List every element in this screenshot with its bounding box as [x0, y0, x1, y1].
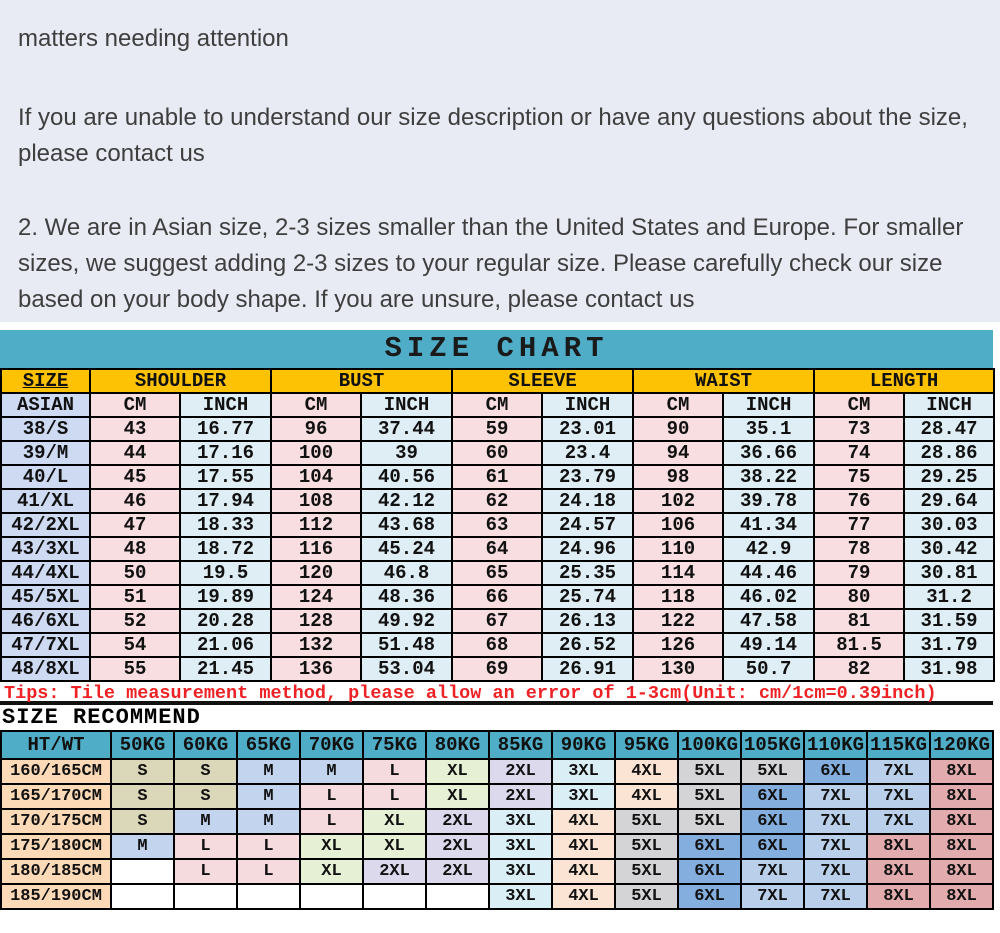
recommended-size-cell: 3XL [489, 884, 552, 909]
measurement-cell: 114 [633, 561, 723, 585]
size-chart-row [1, 657, 994, 681]
size-chart-row [1, 513, 994, 537]
size-chart-unit-cell: INCH [542, 393, 633, 417]
recommended-size-cell: XL [363, 809, 426, 834]
recommend-row [1, 834, 993, 859]
weight-header-cell: 85KG [489, 731, 552, 759]
measurement-cell: 18.33 [180, 513, 271, 537]
recommended-size-cell: 7XL [804, 784, 867, 809]
recommended-size-cell: 7XL [804, 809, 867, 834]
recommended-size-cell [426, 884, 489, 909]
recommended-size-cell [237, 884, 300, 909]
measurement-cell: 42.9 [723, 537, 814, 561]
recommend-row [1, 884, 993, 909]
measurement-cell: 82 [814, 657, 904, 681]
measurement-cell: 102 [633, 489, 723, 513]
recommended-size-cell: 6XL [678, 834, 741, 859]
recommended-size-cell: M [300, 759, 363, 784]
measurement-cell: 67 [452, 609, 542, 633]
measurement-cell: 24.18 [542, 489, 633, 513]
measurement-cell: 124 [271, 585, 361, 609]
measurement-cell: 17.55 [180, 465, 271, 489]
measurement-cell: 116 [271, 537, 361, 561]
recommend-row [1, 784, 993, 809]
measurement-cell: 51.48 [361, 633, 452, 657]
measurement-cell: 64 [452, 537, 542, 561]
size-label-cell: 41/XL [1, 489, 90, 513]
weight-header-cell: 80KG [426, 731, 489, 759]
measurement-cell: 53.04 [361, 657, 452, 681]
size-label-cell: 46/6XL [1, 609, 90, 633]
measurement-cell: 66 [452, 585, 542, 609]
measurement-cell: 47.58 [723, 609, 814, 633]
recommended-size-cell: 6XL [741, 834, 804, 859]
measurement-cell: 46 [90, 489, 180, 513]
measurement-cell: 44 [90, 441, 180, 465]
recommended-size-cell [174, 884, 237, 909]
measurement-cell: 52 [90, 609, 180, 633]
weight-header-cell: 100KG [678, 731, 741, 759]
size-label-cell: 38/S [1, 417, 90, 441]
recommended-size-cell: 5XL [615, 834, 678, 859]
measurement-cell: 19.5 [180, 561, 271, 585]
measurement-cell: 29.64 [904, 489, 994, 513]
measurement-cell: 30.81 [904, 561, 994, 585]
measurement-cell: 49.92 [361, 609, 452, 633]
recommended-size-cell: 7XL [804, 834, 867, 859]
size-chart-header-row [1, 369, 994, 393]
recommended-size-cell: 4XL [615, 759, 678, 784]
weight-header-cell: 50KG [111, 731, 174, 759]
recommended-size-cell: 5XL [678, 759, 741, 784]
measurement-cell: 100 [271, 441, 361, 465]
size-label-cell: 45/5XL [1, 585, 90, 609]
measurement-cell: 26.52 [542, 633, 633, 657]
size-chart-row [1, 417, 994, 441]
measurement-cell: 77 [814, 513, 904, 537]
size-chart-unit-cell: CM [452, 393, 542, 417]
measurement-cell: 118 [633, 585, 723, 609]
recommended-size-cell: 7XL [867, 809, 930, 834]
height-label-cell: 165/170CM [1, 784, 111, 809]
recommended-size-cell: 7XL [804, 859, 867, 884]
measurement-cell: 106 [633, 513, 723, 537]
size-recommend-heading: SIZE RECOMMEND [2, 705, 201, 730]
recommended-size-cell: 5XL [741, 759, 804, 784]
size-chart-panel [0, 322, 1000, 933]
recommended-size-cell: L [237, 859, 300, 884]
recommended-size-cell: 8XL [930, 759, 993, 784]
measurement-cell: 31.59 [904, 609, 994, 633]
measurement-cell: 31.2 [904, 585, 994, 609]
recommended-size-cell: 2XL [426, 859, 489, 884]
recommended-size-cell: L [174, 834, 237, 859]
size-label-cell: 40/L [1, 465, 90, 489]
measurement-cell: 65 [452, 561, 542, 585]
measurement-cell: 110 [633, 537, 723, 561]
measurement-cell: 45 [90, 465, 180, 489]
recommended-size-cell: 4XL [552, 884, 615, 909]
measurement-cell: 30.42 [904, 537, 994, 561]
size-chart-group-header: SIZE [1, 369, 90, 393]
measurement-cell: 42.12 [361, 489, 452, 513]
recommended-size-cell: M [111, 834, 174, 859]
recommended-size-cell: M [174, 809, 237, 834]
size-chart-unit-cell: CM [271, 393, 361, 417]
measurement-cell: 30.03 [904, 513, 994, 537]
recommended-size-cell: 6XL [678, 859, 741, 884]
recommended-size-cell: 2XL [426, 834, 489, 859]
size-chart-row [1, 561, 994, 585]
height-label-cell: 185/190CM [1, 884, 111, 909]
measurement-cell: 90 [633, 417, 723, 441]
measurement-cell: 96 [271, 417, 361, 441]
recommended-size-cell: S [111, 784, 174, 809]
weight-header-cell: 120KG [930, 731, 993, 759]
recommended-size-cell: S [111, 809, 174, 834]
recommended-size-cell: 4XL [552, 809, 615, 834]
measurement-cell: 55 [90, 657, 180, 681]
recommended-size-cell: 5XL [615, 859, 678, 884]
measurement-cell: 20.28 [180, 609, 271, 633]
measurement-cell: 130 [633, 657, 723, 681]
measurement-cell: 37.44 [361, 417, 452, 441]
recommended-size-cell: L [300, 784, 363, 809]
measurement-cell: 23.4 [542, 441, 633, 465]
intro-paragraph-contact: If you are unable to understand our size description or have any questions about the size, please contact us [18, 104, 968, 167]
size-chart-unit-cell: INCH [180, 393, 271, 417]
weight-header-cell: 75KG [363, 731, 426, 759]
measurement-cell: 43 [90, 417, 180, 441]
measurement-cell: 39 [361, 441, 452, 465]
measurement-cell: 73 [814, 417, 904, 441]
recommended-size-cell: 8XL [930, 834, 993, 859]
measurement-cell: 17.16 [180, 441, 271, 465]
measurement-cell: 24.96 [542, 537, 633, 561]
recommended-size-cell: 8XL [867, 834, 930, 859]
tips-note: Tips: Tile measurement method, please allow an error of 1-3cm(Unit: cm/1cm=0.39inch) [0, 682, 993, 705]
recommended-size-cell: 3XL [489, 809, 552, 834]
intro-paragraph-asian-size: 2. We are in Asian size, 2-3 sizes smaller than the United States and Europe. For smaller sizes, we suggest adding 2-3 sizes to your regular size. Please carefully check our size based on your body shape. If you are unsure, please contact us [18, 214, 964, 313]
height-label-cell: 170/175CM [1, 809, 111, 834]
recommended-size-cell: 8XL [930, 859, 993, 884]
size-chart-group-header: LENGTH [814, 369, 994, 393]
measurement-cell: 41.34 [723, 513, 814, 537]
measurement-cell: 126 [633, 633, 723, 657]
recommended-size-cell: 8XL [867, 859, 930, 884]
height-label-cell: 160/165CM [1, 759, 111, 784]
recommend-row [1, 759, 993, 784]
weight-header-cell: 65KG [237, 731, 300, 759]
measurement-cell: 16.77 [180, 417, 271, 441]
recommended-size-cell: L [237, 834, 300, 859]
measurement-cell: 36.66 [723, 441, 814, 465]
size-chart-row [1, 633, 994, 657]
measurement-cell: 48.36 [361, 585, 452, 609]
recommended-size-cell: L [363, 759, 426, 784]
size-chart-unit-cell: INCH [904, 393, 994, 417]
measurement-cell: 69 [452, 657, 542, 681]
measurement-cell: 18.72 [180, 537, 271, 561]
measurement-cell: 45.24 [361, 537, 452, 561]
recommended-size-cell: 6XL [678, 884, 741, 909]
measurement-cell: 23.79 [542, 465, 633, 489]
recommended-size-cell: M [237, 759, 300, 784]
measurement-cell: 28.47 [904, 417, 994, 441]
recommended-size-cell: 2XL [426, 809, 489, 834]
recommended-size-cell: 7XL [867, 759, 930, 784]
measurement-cell: 31.79 [904, 633, 994, 657]
measurement-cell: 28.86 [904, 441, 994, 465]
recommended-size-cell: L [300, 809, 363, 834]
size-chart-row [1, 489, 994, 513]
recommended-size-cell [111, 859, 174, 884]
recommended-size-cell: 2XL [489, 784, 552, 809]
recommended-size-cell: XL [300, 859, 363, 884]
recommended-size-cell: 5XL [678, 809, 741, 834]
recommended-size-cell: 2XL [363, 859, 426, 884]
recommended-size-cell: S [174, 784, 237, 809]
measurement-cell: 79 [814, 561, 904, 585]
size-chart-row [1, 465, 994, 489]
weight-header-cell: HT/WT [1, 731, 111, 759]
weight-header-cell: 110KG [804, 731, 867, 759]
measurement-cell: 63 [452, 513, 542, 537]
size-chart-unit-cell: INCH [361, 393, 452, 417]
size-chart-row [1, 609, 994, 633]
measurement-cell: 94 [633, 441, 723, 465]
size-label-cell: 42/2XL [1, 513, 90, 537]
size-recommend-table [0, 730, 994, 910]
measurement-cell: 80 [814, 585, 904, 609]
measurement-cell: 51 [90, 585, 180, 609]
measurement-cell: 120 [271, 561, 361, 585]
measurement-cell: 122 [633, 609, 723, 633]
size-chart-unit-cell: CM [814, 393, 904, 417]
recommended-size-cell: 3XL [489, 834, 552, 859]
recommend-row [1, 809, 993, 834]
recommended-size-cell: S [174, 759, 237, 784]
measurement-cell: 26.91 [542, 657, 633, 681]
weight-header-cell: 105KG [741, 731, 804, 759]
measurement-cell: 59 [452, 417, 542, 441]
measurement-cell: 43.68 [361, 513, 452, 537]
measurement-cell: 74 [814, 441, 904, 465]
size-chart-title: SIZE CHART [0, 330, 993, 368]
recommended-size-cell: 8XL [930, 784, 993, 809]
measurement-cell: 132 [271, 633, 361, 657]
size-chart-unit-cell: CM [90, 393, 180, 417]
recommended-size-cell [363, 884, 426, 909]
measurement-cell: 128 [271, 609, 361, 633]
size-chart-table [0, 368, 995, 682]
measurement-cell: 21.45 [180, 657, 271, 681]
size-label-cell: 44/4XL [1, 561, 90, 585]
size-label-cell: 39/M [1, 441, 90, 465]
measurement-cell: 24.57 [542, 513, 633, 537]
size-label-cell: 47/7XL [1, 633, 90, 657]
recommended-size-cell: 4XL [552, 859, 615, 884]
recommended-size-cell: 2XL [489, 759, 552, 784]
measurement-cell: 47 [90, 513, 180, 537]
weight-header-cell: 70KG [300, 731, 363, 759]
measurement-cell: 31.98 [904, 657, 994, 681]
height-label-cell: 180/185CM [1, 859, 111, 884]
recommended-size-cell: L [363, 784, 426, 809]
weight-header-cell: 95KG [615, 731, 678, 759]
measurement-cell: 40.56 [361, 465, 452, 489]
measurement-cell: 61 [452, 465, 542, 489]
measurement-cell: 50.7 [723, 657, 814, 681]
recommended-size-cell: 5XL [615, 884, 678, 909]
measurement-cell: 54 [90, 633, 180, 657]
measurement-cell: 62 [452, 489, 542, 513]
weight-header-cell: 60KG [174, 731, 237, 759]
size-chart-group-header: SHOULDER [90, 369, 271, 393]
recommended-size-cell: 3XL [552, 784, 615, 809]
measurement-cell: 49.14 [723, 633, 814, 657]
measurement-cell: 21.06 [180, 633, 271, 657]
measurement-cell: 35.1 [723, 417, 814, 441]
recommended-size-cell: 7XL [867, 784, 930, 809]
recommended-size-cell: 4XL [552, 834, 615, 859]
recommended-size-cell: 6XL [741, 809, 804, 834]
recommended-size-cell: 8XL [930, 884, 993, 909]
recommended-size-cell: 5XL [615, 809, 678, 834]
recommended-size-cell [111, 884, 174, 909]
measurement-cell: 39.78 [723, 489, 814, 513]
measurement-cell: 23.01 [542, 417, 633, 441]
recommended-size-cell: 6XL [804, 759, 867, 784]
measurement-cell: 44.46 [723, 561, 814, 585]
size-chart-unit-cell: ASIAN [1, 393, 90, 417]
intro-section [0, 0, 1000, 322]
recommended-size-cell: 3XL [489, 859, 552, 884]
recommended-size-cell: XL [363, 834, 426, 859]
recommended-size-cell: S [111, 759, 174, 784]
recommended-size-cell: 7XL [804, 884, 867, 909]
measurement-cell: 60 [452, 441, 542, 465]
intro-heading: matters needing attention [18, 25, 289, 52]
recommended-size-cell: XL [426, 784, 489, 809]
measurement-cell: 108 [271, 489, 361, 513]
size-label-cell: 48/8XL [1, 657, 90, 681]
recommended-size-cell: 6XL [741, 784, 804, 809]
recommended-size-cell [300, 884, 363, 909]
measurement-cell: 26.13 [542, 609, 633, 633]
recommended-size-cell: 8XL [867, 884, 930, 909]
recommended-size-cell: 4XL [615, 784, 678, 809]
measurement-cell: 48 [90, 537, 180, 561]
recommended-size-cell: M [237, 784, 300, 809]
measurement-cell: 78 [814, 537, 904, 561]
size-chart-row [1, 441, 994, 465]
size-chart-group-header: BUST [271, 369, 452, 393]
recommended-size-cell: XL [300, 834, 363, 859]
measurement-cell: 104 [271, 465, 361, 489]
measurement-cell: 136 [271, 657, 361, 681]
measurement-cell: 75 [814, 465, 904, 489]
measurement-cell: 112 [271, 513, 361, 537]
measurement-cell: 68 [452, 633, 542, 657]
recommend-header-row [1, 731, 993, 759]
weight-header-cell: 115KG [867, 731, 930, 759]
size-chart-group-header: SLEEVE [452, 369, 633, 393]
measurement-cell: 25.74 [542, 585, 633, 609]
measurement-cell: 38.22 [723, 465, 814, 489]
measurement-cell: 29.25 [904, 465, 994, 489]
measurement-cell: 19.89 [180, 585, 271, 609]
size-chart-row [1, 537, 994, 561]
recommended-size-cell: 7XL [741, 859, 804, 884]
recommended-size-cell: 3XL [552, 759, 615, 784]
measurement-cell: 81.5 [814, 633, 904, 657]
recommended-size-cell: 8XL [930, 809, 993, 834]
measurement-cell: 25.35 [542, 561, 633, 585]
size-chart-group-header: WAIST [633, 369, 814, 393]
measurement-cell: 50 [90, 561, 180, 585]
recommended-size-cell: L [174, 859, 237, 884]
recommended-size-cell: 7XL [741, 884, 804, 909]
size-chart-unit-cell: CM [633, 393, 723, 417]
size-chart-row [1, 585, 994, 609]
recommended-size-cell: M [237, 809, 300, 834]
measurement-cell: 17.94 [180, 489, 271, 513]
measurement-cell: 81 [814, 609, 904, 633]
size-chart-unit-row [1, 393, 994, 417]
size-label-cell: 43/3XL [1, 537, 90, 561]
weight-header-cell: 90KG [552, 731, 615, 759]
height-label-cell: 175/180CM [1, 834, 111, 859]
measurement-cell: 46.02 [723, 585, 814, 609]
size-chart-unit-cell: INCH [723, 393, 814, 417]
recommended-size-cell: XL [426, 759, 489, 784]
recommend-row [1, 859, 993, 884]
measurement-cell: 46.8 [361, 561, 452, 585]
measurement-cell: 76 [814, 489, 904, 513]
measurement-cell: 98 [633, 465, 723, 489]
recommended-size-cell: 5XL [678, 784, 741, 809]
